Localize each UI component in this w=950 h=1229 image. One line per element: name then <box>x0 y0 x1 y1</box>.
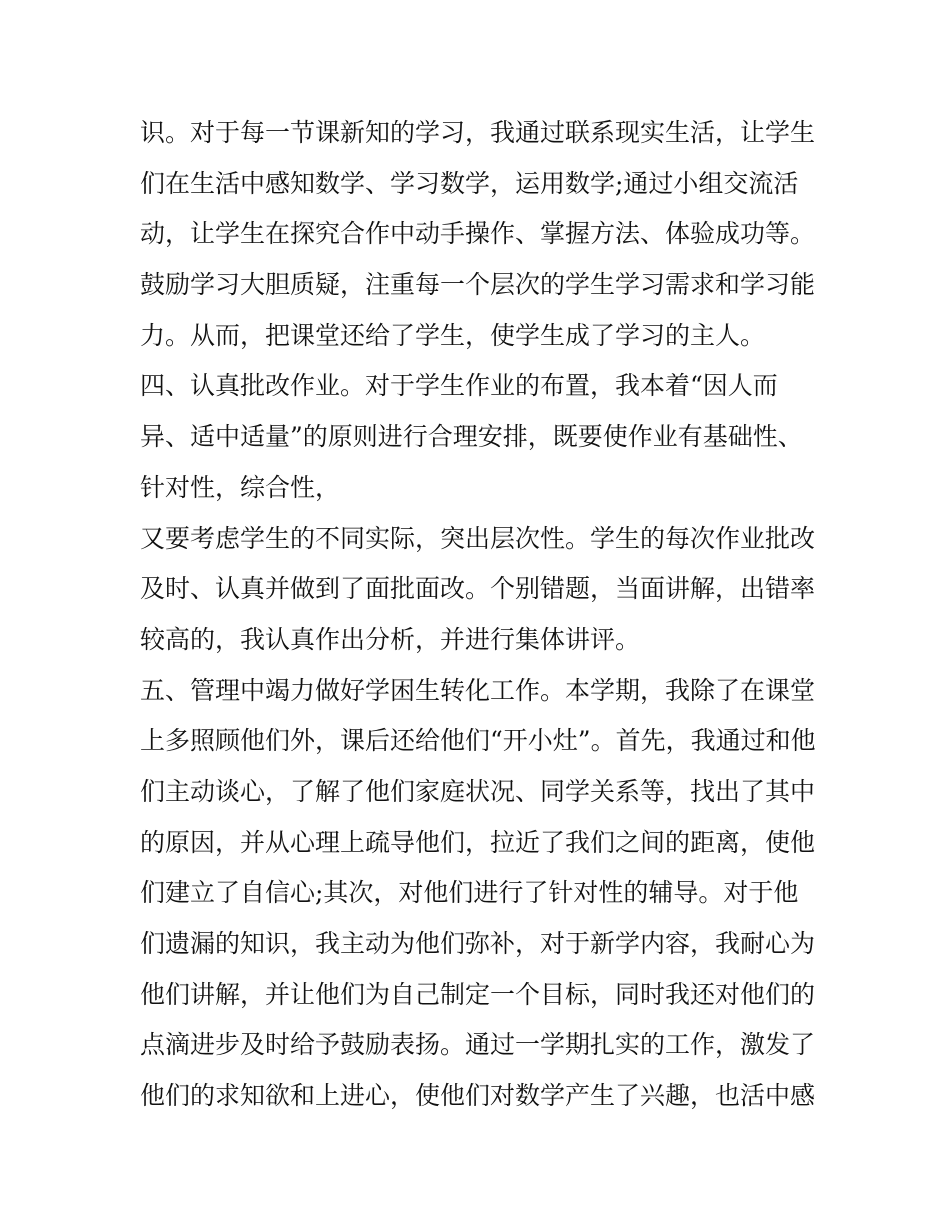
text-line-15: 的原因，并从心理上疏导他们，拉近了我们之间的距离，使他 <box>140 827 816 857</box>
text-line-2: 们在生活中感知数学、学习数学，运用数学;通过小组交流活 <box>140 168 799 198</box>
text-line-16: 们建立了自信心;其次，对他们进行了针对性的辅导。对于他 <box>140 878 799 908</box>
text-line-11: 较高的，我认真作出分析，并进行集体讲评。 <box>140 624 641 654</box>
text-line-5: 力。从而，把课堂还给了学生，使学生成了学习的主人。 <box>140 320 766 350</box>
section-five-heading-line: 五、管理中竭力做好学困生转化工作。本学期，我除了在课堂 <box>140 675 816 705</box>
text-line-7: 异、适中适量”的原则进行合理安排，既要使作业有基础性、 <box>140 422 803 452</box>
text-line-8: 针对性，综合性， <box>140 472 341 502</box>
text-line-3: 动，让学生在探究合作中动手操作、掌握方法、体验成功等。 <box>140 219 816 249</box>
text-line-17: 们遗漏的知识，我主动为他们弥补，对于新学内容，我耐心为 <box>140 929 816 958</box>
text-line-9: 又要考虑学生的不同实际，突出层次性。学生的每次作业批改 <box>140 523 816 553</box>
text-line-14: 们主动谈心，了解了他们家庭状况、同学关系等，找出了其中 <box>140 776 816 806</box>
text-line-18: 他们讲解，并让他们为自己制定一个目标，同时我还对他们的 <box>140 979 816 1009</box>
text-line-20: 他们的求知欲和上进心，使他们对数学产生了兴趣，也活中感 <box>140 1081 816 1111</box>
text-line-13: 上多照顾他们外，课后还给他们“开小灶”。首先，我通过和他 <box>140 726 816 756</box>
section-four-heading-line: 四、认真批改作业。对于学生作业的布置，我本着“因人而 <box>140 371 778 401</box>
text-line-10: 及时、认真并做到了面批面改。个别错题，当面讲解，出错率 <box>140 574 816 604</box>
text-line-1: 识。对于每一节课新知的学习，我通过联系现实生活，让学生 <box>140 118 816 147</box>
body-text <box>140 108 830 1122</box>
text-line-4: 鼓励学习大胆质疑，注重每一个层次的学生学习需求和学习能 <box>140 270 816 300</box>
text-line-19: 点滴进步及时给予鼓励表扬。通过一学期扎实的工作，激发了 <box>140 1030 816 1060</box>
